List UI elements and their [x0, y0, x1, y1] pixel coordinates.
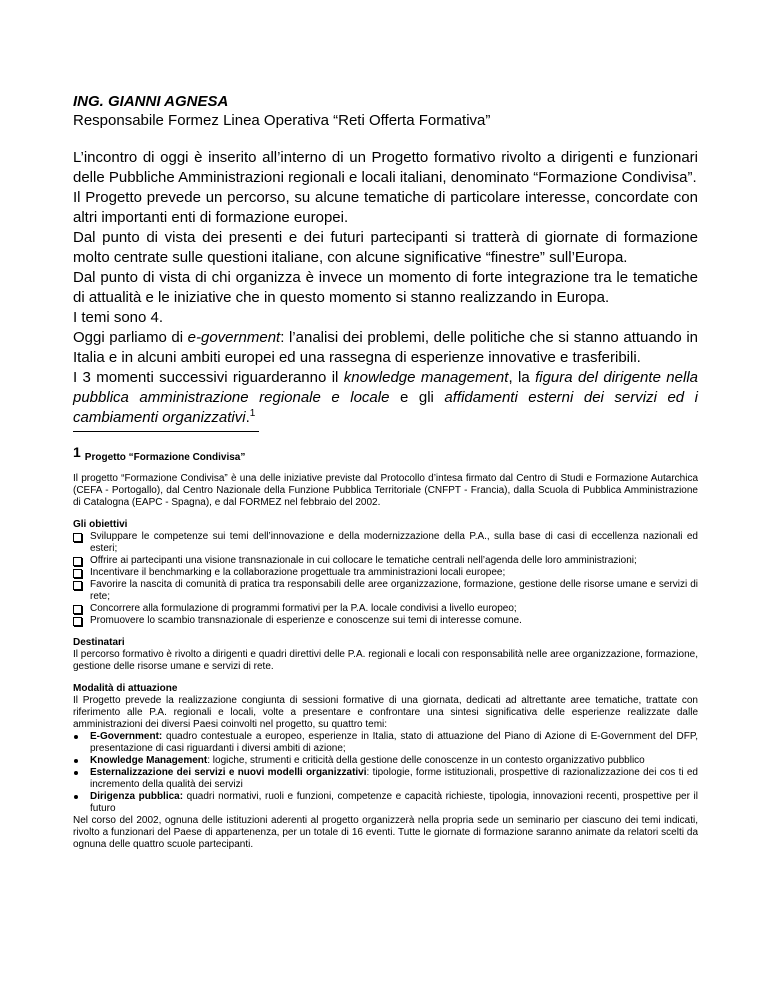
- list-item: Incentivare il benchmarking e la collaborazione progettuale tra amministrazioni locali europee;: [73, 567, 698, 579]
- recipients-text: Il percorso formativo è rivolto a dirigenti e quadri direttivi delle P.A. regionali e locali con responsabilità nelle aree organizzazione, formazione, gestione delle risorse umane e servizi di rete.: [73, 649, 698, 672]
- modality-heading: Modalità di attuazione: [73, 683, 178, 694]
- themes-list: [73, 731, 698, 815]
- footnote-reference[interactable]: 1: [249, 408, 256, 419]
- closing-text: Nel corso del 2002, ognuna delle istituzioni aderenti al progetto organizzerà nella propria sede un seminario per ciascuno dei temi indicati, rivolto a funzionari del Paese di appartenenza, per un totale di 16 eventi. Tutte le giornate di formazione saranno animate da relatori scelti da ognuna delle quattro scuole partecipanti.: [73, 815, 698, 850]
- footnote-intro: Il progetto “Formazione Condivisa” è una delle iniziative previste dal Protocollo d’intesa firmato dal Centro di Studi e Formazione Autarchica (CEFA - Portogallo), dal Centro Nazionale della Funzione Pubblica Territoriale (CNFPT - Francia), dalla Scuola di Pubblica Amministrazione di Catalogna (EAPC - Spagna), e dal FORMEZ nel febbraio del 2002.: [73, 473, 698, 508]
- checkbox-bullet-icon: [73, 557, 82, 566]
- recipients-heading: Destinatari: [73, 637, 125, 648]
- paragraph-themes-count: I temi sono 4.: [73, 309, 164, 326]
- paragraph-participants: Dal punto di vista dei presenti e dei futuri partecipanti si tratterà di giornate di formazione molto centrate sulle questioni italiane, con alcune significative “finestre” sull’Europa.: [73, 229, 698, 266]
- list-item: Concorrere alla formulazione di programmi formativi per la P.A. locale condivisi a livello europeo;: [73, 603, 698, 615]
- bullet-icon: [74, 759, 78, 763]
- list-item: Dirigenza pubblica: quadri normativi, ruoli e funzioni, competenze e capacità richieste, tipologia, innovazioni recenti, prospettive per il futuro: [73, 791, 698, 815]
- author-name: ING. GIANNI AGNESA: [73, 93, 229, 110]
- author-role: Responsabile Formez Linea Operativa “Reti Offerta Formativa”: [73, 112, 491, 129]
- bullet-icon: [74, 771, 78, 775]
- list-item: Esternalizzazione dei servizi e nuovi modelli organizzativi: tipologie, forme istituzionali, prospettive di razionalizzazione dei cos ti ed incremento della qualità dei servizi: [73, 767, 698, 791]
- paragraph-egovernment: Oggi parliamo di e-government: l’analisi dei problemi, delle politiche che si stanno attuando in Italia e in alcuni ambiti europei ed una rassegna di esperienze innovative e trasferibili.: [73, 329, 698, 366]
- paragraph-organizers: Dal punto di vista di chi organizza è invece un momento di forte integrazione tra le tematiche di attualità e le iniziative che in questo momento si stanno realizzando in Europa.: [73, 269, 698, 306]
- list-item: Sviluppare le competenze sui temi dell’innovazione e della modernizzazione della P.A., sulla base di casi di eccellenza nazionali ed esteri;: [73, 531, 698, 555]
- checkbox-bullet-icon: [73, 581, 82, 590]
- paragraph-project: Il Progetto prevede un percorso, su alcune tematiche di particolare interesse, concordate con altri importanti enti di formazione europei.: [73, 189, 698, 226]
- list-item: Favorire la nascita di comunità di pratica tra responsabili delle aree organizzazione, formazione, gestione delle risorse umane e servizi di rete;: [73, 579, 698, 603]
- document-page: [73, 92, 698, 851]
- checkbox-bullet-icon: [73, 605, 82, 614]
- checkbox-bullet-icon: [73, 533, 82, 542]
- footnote-title: Progetto “Formazione Condivisa”: [84, 452, 246, 463]
- footnote-separator: [73, 431, 259, 432]
- checkbox-bullet-icon: [73, 569, 82, 578]
- bullet-icon: [74, 735, 78, 739]
- paragraph-next-moments: I 3 momenti successivi riguarderanno il knowledge management, la figura del dirigente nella pubblica amministrazione regionale e locale e gli affidamenti esterni dei servizi ed i cambiamenti organizzativi.$^1$: [73, 369, 698, 426]
- objectives-heading: Gli obiettivi: [73, 519, 128, 530]
- footnote-number: 1: [73, 444, 81, 460]
- list-item: Offrire ai partecipanti una visione transnazionale in cui collocare le tematiche centrali nell’agenda delle loro amministrazioni;: [73, 555, 698, 567]
- checkbox-bullet-icon: [73, 617, 82, 626]
- main-text: [73, 148, 698, 428]
- bullet-icon: [74, 795, 78, 799]
- objectives-list: [73, 531, 698, 627]
- list-item: E-Government: quadro contestuale a europeo, esperienze in Italia, stato di attuazione del Piano di Azione di E-Government del DFP, presentazione di casi riguardanti i diversi ambiti di azione;: [73, 731, 698, 755]
- paragraph-intro: L’incontro di oggi è inserito all’interno di un Progetto formativo rivolto a dirigenti e funzionari delle Pubbliche Amministrazioni regionali e locali italiani, denominato “Formazione Condivisa”.: [73, 149, 698, 186]
- list-item: Knowledge Management: logiche, strumenti e criticità della gestione delle conoscenze in un contesto organizzativo pubblico: [73, 755, 698, 767]
- footnote: [73, 444, 698, 851]
- list-item: Promuovere lo scambio transnazionale di esperienze e conoscenze sui temi di interesse comune.: [73, 615, 698, 627]
- modality-intro: Il Progetto prevede la realizzazione congiunta di sessioni formative di una giornata, dedicati ad altrettante aree tematiche, trattate con riferimento alle P.A. regionali e locali, volte a presentare e confrontare una sintesi significativa delle esperienze realizzate dalle amministrazioni dei diversi Paesi coinvolti nel progetto, su quattro temi:: [73, 695, 698, 730]
